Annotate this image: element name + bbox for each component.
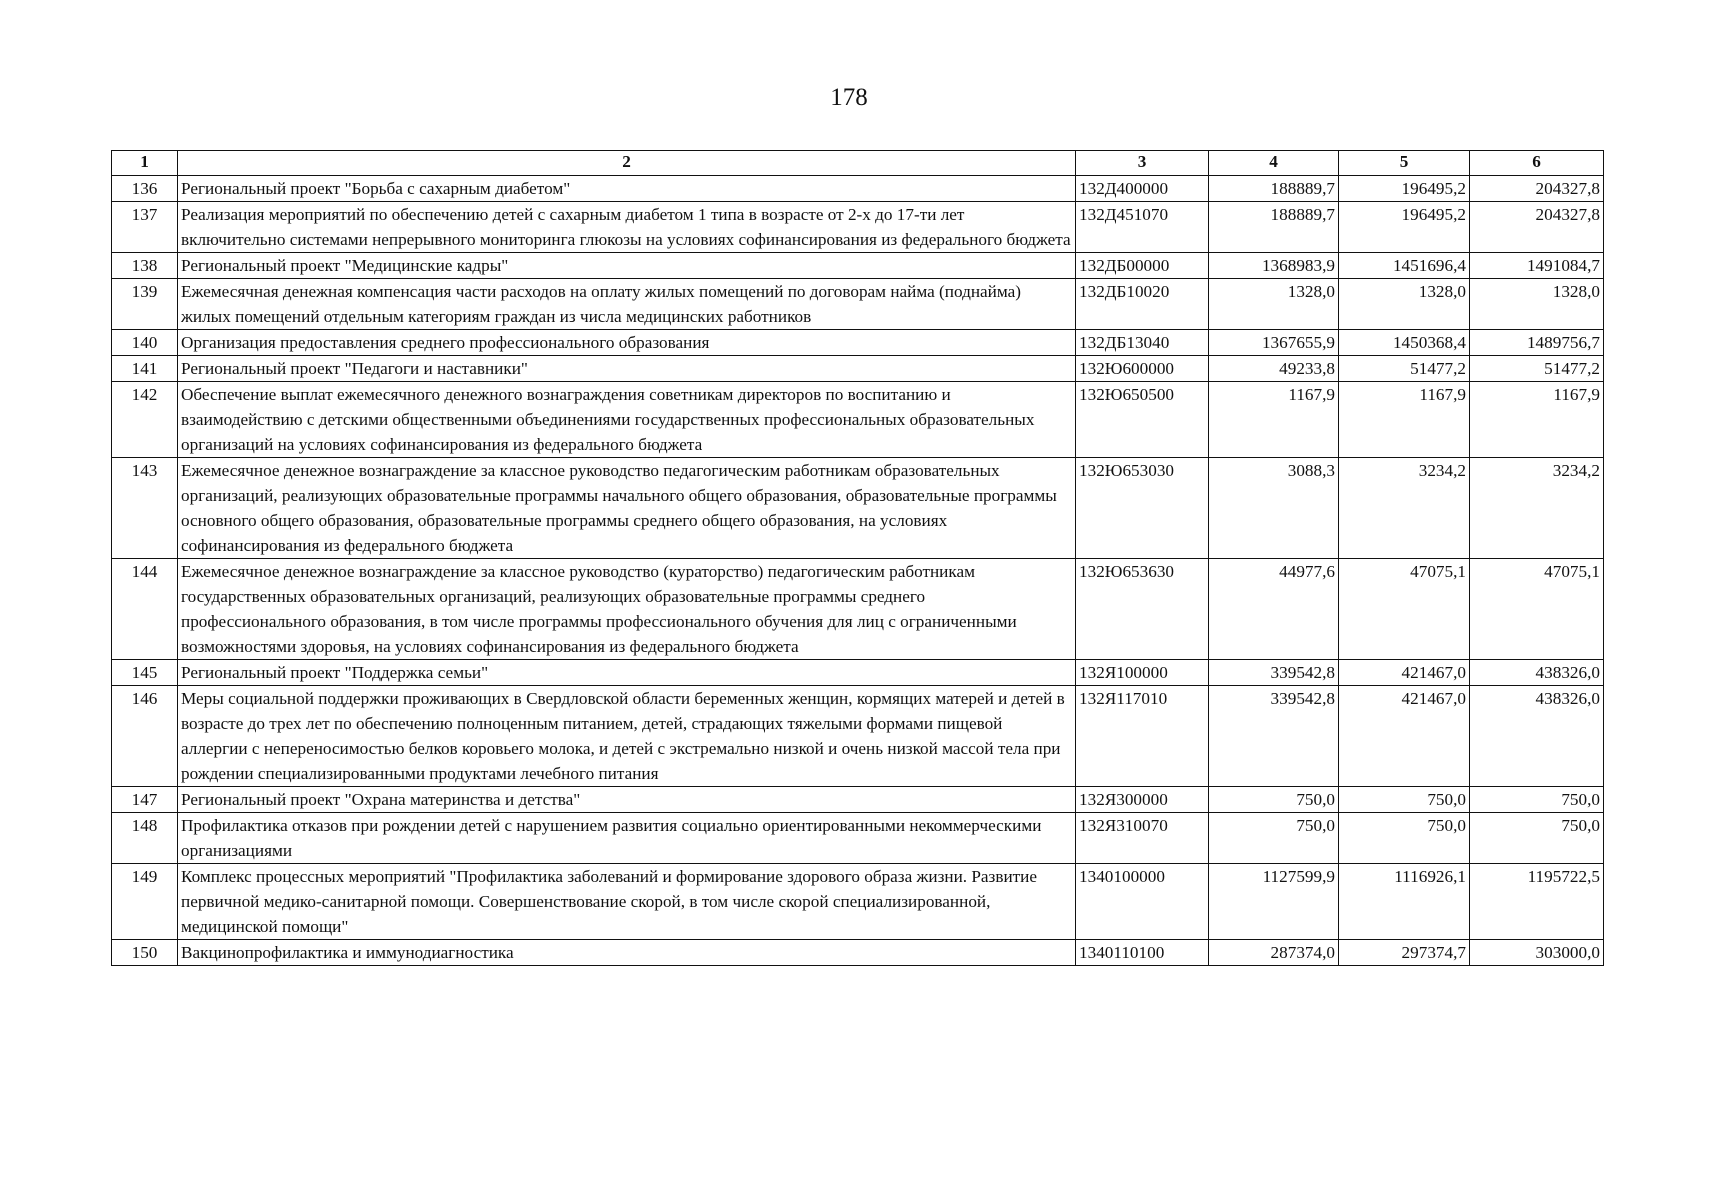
value-col4-cell: 1127599,9 xyxy=(1209,864,1339,940)
budget-code-cell: 132Ю653630 xyxy=(1076,559,1209,660)
value-col5-cell: 421467,0 xyxy=(1339,660,1470,686)
table-row xyxy=(112,330,1604,356)
budget-table xyxy=(111,150,1604,966)
table-row xyxy=(112,356,1604,382)
value-col5-cell: 750,0 xyxy=(1339,813,1470,864)
row-number-cell: 146 xyxy=(112,686,178,787)
row-number-cell: 143 xyxy=(112,458,178,559)
budget-code-cell: 132Я310070 xyxy=(1076,813,1209,864)
row-number-cell: 144 xyxy=(112,559,178,660)
budget-code-cell: 1340110100 xyxy=(1076,940,1209,966)
item-name-cell: Ежемесячное денежное вознаграждение за классное руководство (кураторство) педагогическим работникам государственных образовательных организаций, реализующих образовательные программы среднего профессионального образования, в том числе программы профессионального обучения для лиц с ограниченными возможностями здоровья, на условиях софинансирования из федерального бюджета xyxy=(178,559,1076,660)
table-row xyxy=(112,253,1604,279)
row-number-cell: 150 xyxy=(112,940,178,966)
row-number-cell: 145 xyxy=(112,660,178,686)
value-col6-cell: 303000,0 xyxy=(1470,940,1604,966)
value-col4-cell: 339542,8 xyxy=(1209,660,1339,686)
item-name-cell: Ежемесячное денежное вознаграждение за классное руководство педагогическим работникам образовательных организаций, реализующих образовательные программы начального общего образования, образовательные программы основного общего образования, образовательные программы среднего общего образования, на условиях софинансирования из федерального бюджета xyxy=(178,458,1076,559)
value-col6-cell: 1167,9 xyxy=(1470,382,1604,458)
item-name-cell: Вакцинопрофилактика и иммунодиагностика xyxy=(178,940,1076,966)
item-name-cell: Региональный проект "Поддержка семьи" xyxy=(178,660,1076,686)
value-col4-cell: 188889,7 xyxy=(1209,202,1339,253)
item-name-cell: Меры социальной поддержки проживающих в Свердловской области беременных женщин, кормящих матерей и детей в возрасте до трех лет по обеспечению полноценным питанием, детей, страдающих тяжелыми формами пищевой аллергии с непереносимостью белков коровьего молока, и детей с экстремально низкой и очень низкой массой тела при рождении специализированными продуктами лечебного питания xyxy=(178,686,1076,787)
value-col4-cell: 49233,8 xyxy=(1209,356,1339,382)
table-row xyxy=(112,382,1604,458)
table-row xyxy=(112,686,1604,787)
budget-code-cell: 132Д451070 xyxy=(1076,202,1209,253)
budget-code-cell: 1340100000 xyxy=(1076,864,1209,940)
budget-code-cell: 132ДБ13040 xyxy=(1076,330,1209,356)
value-col5-cell: 1116926,1 xyxy=(1339,864,1470,940)
row-number-cell: 142 xyxy=(112,382,178,458)
value-col4-cell: 287374,0 xyxy=(1209,940,1339,966)
value-col4-cell: 750,0 xyxy=(1209,813,1339,864)
row-number-cell: 141 xyxy=(112,356,178,382)
item-name-cell: Региональный проект "Педагоги и наставники" xyxy=(178,356,1076,382)
value-col5-cell: 1328,0 xyxy=(1339,279,1470,330)
item-name-cell: Региональный проект "Охрана материнства и детства" xyxy=(178,787,1076,813)
value-col6-cell: 1328,0 xyxy=(1470,279,1604,330)
value-col5-cell: 1167,9 xyxy=(1339,382,1470,458)
budget-code-cell: 132Ю650500 xyxy=(1076,382,1209,458)
row-number-cell: 139 xyxy=(112,279,178,330)
value-col6-cell: 438326,0 xyxy=(1470,686,1604,787)
item-name-cell: Организация предоставления среднего профессионального образования xyxy=(178,330,1076,356)
column-header-3: 3 xyxy=(1076,151,1209,176)
table-row xyxy=(112,202,1604,253)
value-col5-cell: 47075,1 xyxy=(1339,559,1470,660)
item-name-cell: Профилактика отказов при рождении детей с нарушением развития социально ориентированными некоммерческими организациями xyxy=(178,813,1076,864)
value-col4-cell: 3088,3 xyxy=(1209,458,1339,559)
value-col6-cell: 1489756,7 xyxy=(1470,330,1604,356)
value-col5-cell: 196495,2 xyxy=(1339,202,1470,253)
value-col6-cell: 438326,0 xyxy=(1470,660,1604,686)
value-col6-cell: 750,0 xyxy=(1470,787,1604,813)
budget-code-cell: 132Ю600000 xyxy=(1076,356,1209,382)
item-name-cell: Комплекс процессных мероприятий "Профилактика заболеваний и формирование здорового образа жизни. Развитие первичной медико-санитарной помощи. Совершенствование скорой, в том числе скорой специализированной, медицинской помощи" xyxy=(178,864,1076,940)
page-number: 178 xyxy=(830,84,868,111)
row-number-cell: 137 xyxy=(112,202,178,253)
value-col5-cell: 3234,2 xyxy=(1339,458,1470,559)
table-row xyxy=(112,940,1604,966)
table-row xyxy=(112,660,1604,686)
column-header-5: 5 xyxy=(1339,151,1470,176)
table-row xyxy=(112,787,1604,813)
table-header-row xyxy=(112,151,1604,176)
value-col6-cell: 1491084,7 xyxy=(1470,253,1604,279)
budget-code-cell: 132Я100000 xyxy=(1076,660,1209,686)
row-number-cell: 138 xyxy=(112,253,178,279)
value-col4-cell: 1368983,9 xyxy=(1209,253,1339,279)
table-row xyxy=(112,176,1604,202)
value-col4-cell: 44977,6 xyxy=(1209,559,1339,660)
row-number-cell: 148 xyxy=(112,813,178,864)
value-col5-cell: 297374,7 xyxy=(1339,940,1470,966)
row-number-cell: 147 xyxy=(112,787,178,813)
value-col4-cell: 339542,8 xyxy=(1209,686,1339,787)
column-header-6: 6 xyxy=(1470,151,1604,176)
value-col5-cell: 1450368,4 xyxy=(1339,330,1470,356)
table-row xyxy=(112,559,1604,660)
column-header-1: 1 xyxy=(112,151,178,176)
row-number-cell: 149 xyxy=(112,864,178,940)
value-col4-cell: 188889,7 xyxy=(1209,176,1339,202)
budget-code-cell: 132Д400000 xyxy=(1076,176,1209,202)
table-row xyxy=(112,279,1604,330)
column-header-4: 4 xyxy=(1209,151,1339,176)
value-col4-cell: 1167,9 xyxy=(1209,382,1339,458)
value-col6-cell: 1195722,5 xyxy=(1470,864,1604,940)
table-row xyxy=(112,458,1604,559)
budget-code-cell: 132Ю653030 xyxy=(1076,458,1209,559)
item-name-cell: Обеспечение выплат ежемесячного денежного вознаграждения советникам директоров по воспитанию и взаимодействию с детскими общественными объединениями государственных профессиональных образовательных организаций на условиях софинансирования из федерального бюджета xyxy=(178,382,1076,458)
value-col5-cell: 1451696,4 xyxy=(1339,253,1470,279)
value-col6-cell: 51477,2 xyxy=(1470,356,1604,382)
value-col5-cell: 750,0 xyxy=(1339,787,1470,813)
value-col4-cell: 1367655,9 xyxy=(1209,330,1339,356)
item-name-cell: Реализация мероприятий по обеспечению детей с сахарным диабетом 1 типа в возрасте от 2-х до 17-ти лет включительно системами непрерывного мониторинга глюкозы на условиях софинансирования из федерального бюджета xyxy=(178,202,1076,253)
row-number-cell: 140 xyxy=(112,330,178,356)
value-col6-cell: 204327,8 xyxy=(1470,176,1604,202)
budget-code-cell: 132Я117010 xyxy=(1076,686,1209,787)
item-name-cell: Региональный проект "Борьба с сахарным диабетом" xyxy=(178,176,1076,202)
value-col6-cell: 47075,1 xyxy=(1470,559,1604,660)
budget-code-cell: 132ДБ10020 xyxy=(1076,279,1209,330)
value-col6-cell: 750,0 xyxy=(1470,813,1604,864)
row-number-cell: 136 xyxy=(112,176,178,202)
column-header-2: 2 xyxy=(178,151,1076,176)
item-name-cell: Региональный проект "Медицинские кадры" xyxy=(178,253,1076,279)
value-col6-cell: 3234,2 xyxy=(1470,458,1604,559)
table-row xyxy=(112,813,1604,864)
value-col5-cell: 51477,2 xyxy=(1339,356,1470,382)
value-col4-cell: 1328,0 xyxy=(1209,279,1339,330)
budget-code-cell: 132Я300000 xyxy=(1076,787,1209,813)
value-col5-cell: 421467,0 xyxy=(1339,686,1470,787)
table-row xyxy=(112,864,1604,940)
value-col4-cell: 750,0 xyxy=(1209,787,1339,813)
value-col5-cell: 196495,2 xyxy=(1339,176,1470,202)
value-col6-cell: 204327,8 xyxy=(1470,202,1604,253)
item-name-cell: Ежемесячная денежная компенсация части расходов на оплату жилых помещений по договорам найма (поднайма) жилых помещений отдельным категориям граждан из числа медицинских работников xyxy=(178,279,1076,330)
budget-code-cell: 132ДБ00000 xyxy=(1076,253,1209,279)
